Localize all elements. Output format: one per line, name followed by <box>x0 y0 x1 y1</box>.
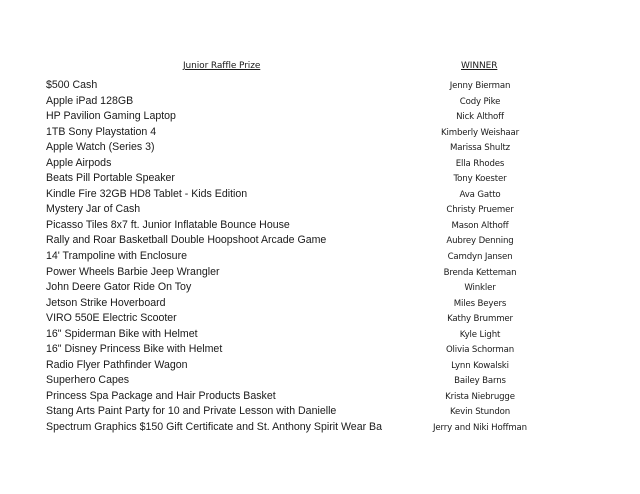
winner-name: Winkler <box>464 283 496 294</box>
prize-name: Princess Spa Package and Hair Products Basket <box>46 389 276 402</box>
prize-name: John Deere Gator Ride On Toy <box>46 281 192 294</box>
prize-winner-list <box>0 78 640 436</box>
winner-name: Ella Rhodes <box>455 158 505 169</box>
winner-name: Cody Pike <box>459 96 501 107</box>
prize-name: 1TB Sony Playstation 4 <box>46 125 157 138</box>
list-item <box>0 404 640 420</box>
winner-name: Lynn Kowalski <box>451 360 509 371</box>
prize-name: Picasso Tiles 8x7 ft. Junior Inflatable Bounce House <box>46 218 290 231</box>
winner-name: Kevin Stundon <box>449 407 511 418</box>
winner-name: Bailey Barns <box>454 376 506 387</box>
winner-name: Olivia Schorman <box>445 345 515 356</box>
list-item <box>0 218 640 234</box>
list-item <box>0 342 640 358</box>
prize-name: Spectrum Graphics $150 Gift Certificate and St. Anthony Spirit Wear Ba <box>46 421 383 434</box>
prize-name: Superhero Capes <box>46 374 130 387</box>
prize-name: $500 Cash <box>46 79 98 91</box>
list-item <box>0 187 640 203</box>
winner-name: Brenda Ketteman <box>443 267 517 278</box>
list-item <box>0 265 640 281</box>
list-item <box>0 389 640 405</box>
prize-name: Jetson Strike Hoverboard <box>46 296 166 309</box>
winner-name: Camdyn Jansen <box>447 252 513 263</box>
winner-name: Kathy Brummer <box>447 314 513 325</box>
list-item <box>0 109 640 125</box>
prize-name: Beats Pill Portable Speaker <box>46 172 175 185</box>
list-item <box>0 420 640 436</box>
winner-name: Mason Althoff <box>451 220 509 231</box>
list-item <box>0 78 640 94</box>
prize-name: 16" Disney Princess Bike with Helmet <box>46 343 223 356</box>
list-item <box>0 156 640 172</box>
winner-name: Aubrey Denning <box>446 236 514 247</box>
winner-name: Ava Gatto <box>459 189 501 200</box>
list-item <box>0 373 640 389</box>
winner-name: Jerry and Niki Hoffman <box>433 423 527 434</box>
list-item <box>0 358 640 374</box>
winner-name: Krista Niebrugge <box>445 391 515 402</box>
list-item <box>0 327 640 343</box>
list-item <box>0 249 640 265</box>
winner-name: Tony Koester <box>453 174 507 185</box>
prize-name: Stang Arts Paint Party for 10 and Private Lesson with Danielle <box>46 405 337 418</box>
list-item <box>0 94 640 110</box>
prize-name: Kindle Fire 32GB HD8 Tablet - Kids Edition <box>46 187 248 200</box>
prize-name: 16" Spiderman Bike with Helmet <box>46 327 198 340</box>
winner-name: Marissa Shultz <box>449 143 511 154</box>
list-item <box>0 296 640 312</box>
list-item <box>0 202 640 218</box>
winner-name: Miles Beyers <box>453 298 507 309</box>
prize-name: Apple Watch (Series 3) <box>46 141 155 154</box>
winner-name: Jenny Bierman <box>449 81 511 91</box>
list-item <box>0 140 640 156</box>
winner-name: Kyle Light <box>459 329 501 340</box>
list-item <box>0 280 640 296</box>
prize-name: Apple Airpods <box>46 156 112 169</box>
prize-column-header: Junior Raffle Prize <box>183 61 261 71</box>
prize-name: HP Pavilion Gaming Laptop <box>46 110 176 123</box>
prize-name: Apple iPad 128GB <box>46 94 134 107</box>
prize-name: Radio Flyer Pathfinder Wagon <box>46 358 188 371</box>
list-item <box>0 311 640 327</box>
winner-name: Christy Pruemer <box>446 205 514 216</box>
winner-name: Kimberly Weishaar <box>441 127 519 138</box>
list-item <box>0 125 640 141</box>
list-item <box>0 233 640 249</box>
prize-name: 14' Trampoline with Enclosure <box>46 250 187 263</box>
list-item <box>0 171 640 187</box>
winner-column-header: WINNER <box>461 61 498 71</box>
prize-name: Power Wheels Barbie Jeep Wrangler <box>46 265 220 278</box>
winner-name: Nick Althoff <box>456 112 504 123</box>
prize-name: Mystery Jar of Cash <box>46 203 141 216</box>
prize-name: VIRO 550E Electric Scooter <box>46 312 177 325</box>
prize-name: Rally and Roar Basketball Double Hoopshoot Arcade Game <box>46 234 327 247</box>
